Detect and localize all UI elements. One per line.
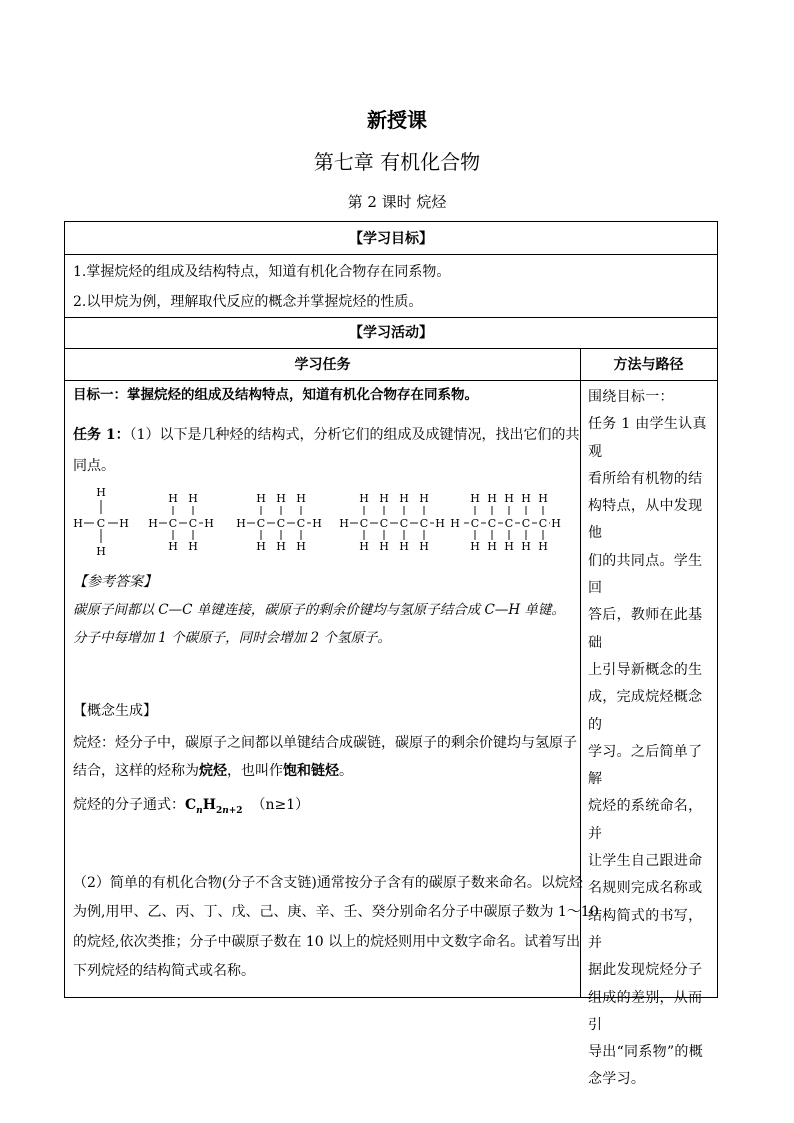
hydrogen-atom: H (487, 540, 497, 553)
method-line: 围绕目标一： (588, 389, 674, 405)
concept-line1: 烷烃：烃分子中，碳原子之间都以单键结合成碳链，碳原子的剩余价键均与氢原子 (73, 735, 577, 751)
hydrogen-atom: H (359, 492, 369, 505)
goal-2: 2.以甲烷为例，理解取代反应的概念并掌握烷烃的性质。 (73, 294, 423, 310)
hydrogen-atom: H (379, 540, 389, 553)
hydrogen-atom: H (96, 545, 106, 558)
carbon-atom: C (538, 517, 548, 530)
hydrogen-atom: H (435, 517, 445, 530)
method-line: 名规则完成名称或 (588, 880, 703, 897)
target-1: 目标一：掌握烷烃的组成及结构特点，知道有机化合物存在同系物。 (73, 387, 478, 403)
hydrogen-atom: H (521, 492, 531, 505)
method-line: 据此发现烷烃分子 (588, 962, 703, 979)
hydrogen-atom: H (538, 492, 548, 505)
method-line: 烷烃的系统命名，并 (588, 798, 703, 842)
task1-line2: 同点。 (73, 458, 115, 474)
hydrogen-atom: H (256, 540, 266, 553)
hydrogen-atom: H (379, 492, 389, 505)
method-line: 让学生自己跟进命 (588, 853, 703, 870)
method-line: 答后，教师在此基础 (588, 607, 703, 651)
carbon-atom: C (504, 517, 514, 530)
hydrogen-atom: H (419, 540, 429, 553)
carbon-atom: C (168, 517, 178, 530)
hydrogen-atom: H (168, 492, 178, 505)
hydrogen-atom: H (168, 540, 178, 553)
method-line: 看所给有机物的结 (588, 470, 703, 487)
method-line: 构特点，从中发现他 (588, 498, 703, 542)
answer-line1: 碳原子间都以 C—C 单键连接，碳原子的剩余价键均与氢原子结合成 C—H 单键。 (73, 602, 565, 618)
main-title: 新授课 (367, 108, 427, 132)
hydrogen-atom: H (276, 540, 286, 553)
hydrogen-atom: H (504, 492, 514, 505)
method-line: 上引导新概念的生 (588, 661, 703, 678)
method-line: 学习。之后简单了解 (588, 743, 703, 788)
hydrogen-atom: H (470, 492, 480, 505)
method-line: 导出“同系物”的概 (588, 1044, 704, 1061)
goals-header: 【学习目标】 (349, 231, 433, 247)
carbon-atom: C (399, 517, 409, 530)
carbon-atom: C (487, 517, 497, 530)
hydrogen-atom: H (399, 540, 409, 553)
task1-line1: 任务 1：（1）以下是几种烃的结构式，分析它们的组成及成键情况，找出它们的共 (73, 427, 580, 443)
carbon-atom: C (256, 517, 266, 530)
hydrogen-atom: H (470, 540, 480, 553)
hydrogen-atom: H (419, 492, 429, 505)
naming-line1: （2）简单的有机化合物(分子不含支链)通常按分子含有的碳原子数来命名。以烷烃 (73, 875, 583, 891)
hydrogen-atom: H (204, 517, 214, 530)
hydrogen-atom: H (236, 517, 246, 530)
hydrogen-atom: H (119, 517, 129, 530)
naming-line2: 为例,用甲、乙、丙、丁、戊、己、庚、辛、壬、癸分别命名分子中碳原子数为 1～10 (73, 904, 599, 920)
carbon-atom: C (521, 517, 531, 530)
hydrogen-atom: H (96, 486, 106, 499)
col-task-header: 学习任务 (294, 357, 351, 373)
hydrogen-atom: H (73, 517, 83, 530)
carbon-atom: C (188, 517, 198, 530)
hydrogen-atom: H (339, 517, 349, 530)
col-method-header: 方法与路径 (613, 357, 684, 373)
hydrogen-atom: H (521, 540, 531, 553)
answer-line2: 分子中每增加 1 个碳原子，同时会增加 2 个氢原子。 (73, 630, 391, 646)
goal-1: 1.掌握烷烃的组成及结构特点，知道有机化合物存在同系物。 (73, 264, 451, 280)
chapter-title: 第七章 有机化合物 (313, 150, 481, 174)
hydrogen-atom: H (148, 517, 158, 530)
method-text (588, 384, 713, 1094)
hydrogen-atom: H (256, 492, 266, 505)
hydrogen-atom: H (312, 517, 322, 530)
hydrogen-atom: H (296, 540, 306, 553)
method-line: 念学习。 (588, 1071, 646, 1088)
hydrogen-atom: H (359, 540, 369, 553)
method-line: 结构简式的书写，并 (588, 907, 703, 951)
carbon-atom: C (470, 517, 480, 530)
concept-label: 【概念生成】 (73, 703, 157, 719)
lesson-title: 第 2 课时 烷烃 (347, 193, 447, 211)
carbon-atom: C (296, 517, 306, 530)
general-formula: 烷烃的分子通式：$C_nH_{2n+2}$ （n≥1） (73, 797, 310, 816)
carbon-atom: C (96, 517, 106, 530)
method-line: 组成的差别，从而引 (588, 989, 703, 1033)
answer-label: 【参考答案】 (73, 574, 157, 590)
carbon-atom: C (359, 517, 369, 530)
concept-line2: 结合，这样的烃称为烷烃，也叫作饱和链烃。 (73, 763, 353, 779)
method-line: 们的共同点。学生回 (588, 552, 703, 597)
hydrogen-atom: H (276, 492, 286, 505)
hydrogen-atom: H (450, 517, 460, 530)
hydrogen-atom: H (538, 540, 548, 553)
hydrogen-atom: H (188, 540, 198, 553)
naming-line4: 下列烷烃的结构简式或名称。 (73, 963, 255, 979)
method-line: 任务 1 由学生认真观 (588, 416, 707, 460)
carbon-atom: C (276, 517, 286, 530)
carbon-atom: C (419, 517, 429, 530)
hydrogen-atom: H (504, 540, 514, 553)
hydrogen-atom: H (487, 492, 497, 505)
naming-line3: 的烷烃,依次类推；分子中碳原子数在 10 以上的烷烃则用中文数字命名。试着写出 (73, 934, 581, 950)
hydrogen-atom: H (296, 492, 306, 505)
method-line: 成，完成烷烃概念的 (588, 689, 703, 733)
activities-header: 【学习活动】 (349, 325, 433, 341)
hydrogen-atom: H (399, 492, 409, 505)
hydrogen-atom: H (551, 517, 561, 530)
carbon-atom: C (379, 517, 389, 530)
hydrogen-atom: H (188, 492, 198, 505)
